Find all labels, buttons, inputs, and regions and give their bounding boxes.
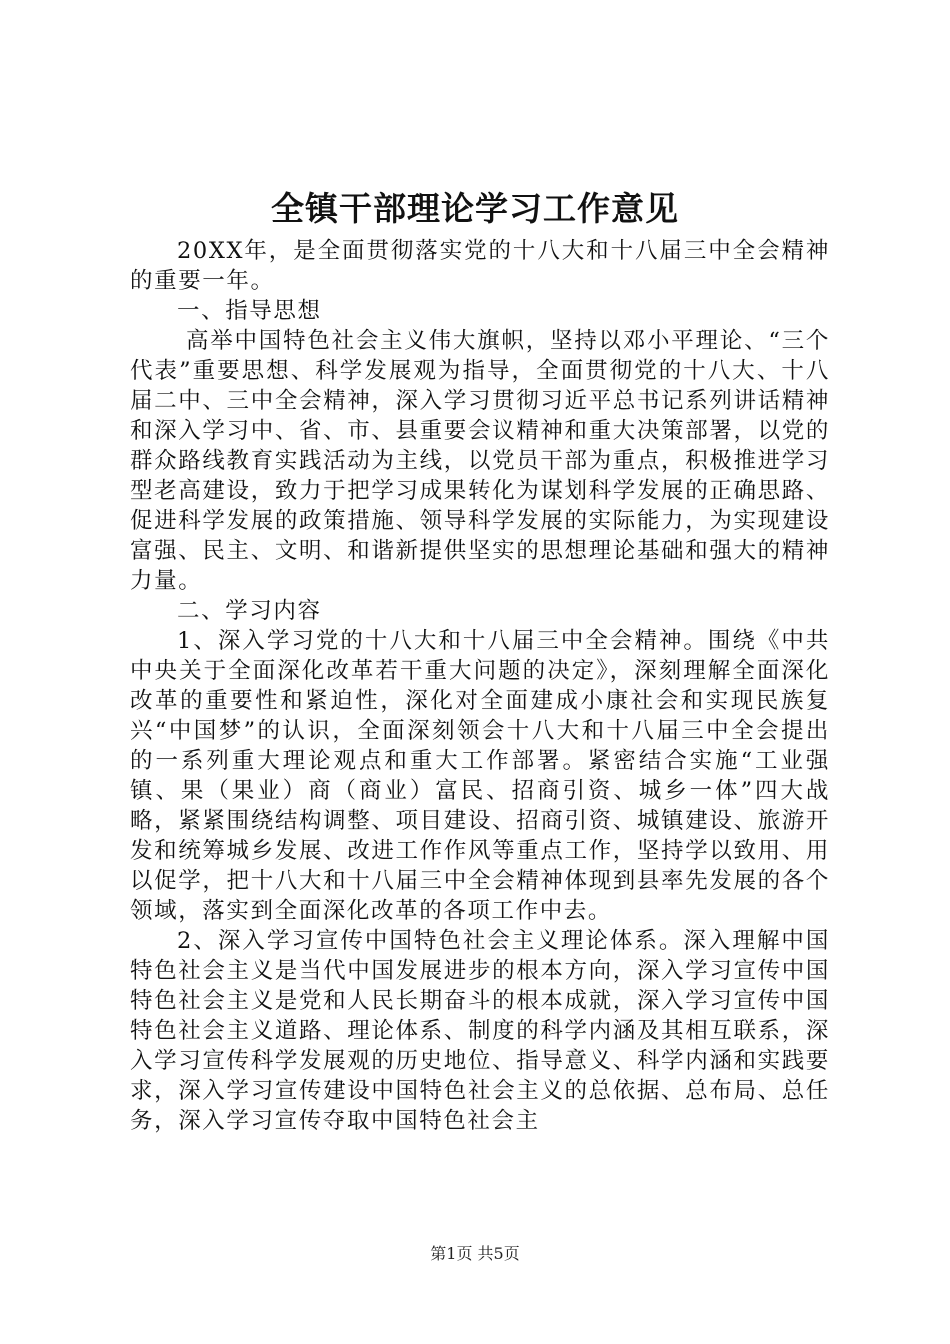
guiding-ideology-paragraph: 高举中国特色社会主义伟大旗帜，坚持以邓小平理论、“三个代表”重要思想、科学发展观为指导，全面贯彻党的十八大、十八届二中、三中全会精神，深入学习贯彻习近平总书记系列讲话精神和深入学习中、省、市、县重要会议精神和重大决策部署，以党的群众路线教育实践活动为主线，以党员干部为重点，积极推进学习型老高建设，致力于把学习成果转化为谋划科学发展的正确思路、促进科学发展的政策措施、领导科学发展的实际能力，为实现建设富强、民主、文明、和谐新提供坚实的思想理论基础和强大的精神力量。 bbox=[130, 328, 830, 594]
study-item-1-paragraph: 1、深入学习党的十八大和十八届三中全会精神。围绕《中共中央关于全面深化改革若干重大问题的决定》，深刻理解全面深化改革的重要性和紧迫性，深化对全面建成小康社会和实现民族复兴“中国梦”的认识，全面深刻领会十八大和十八届三中全会提出的一系列重大理论观点和重大工作部署。紧密结合实施“工业强镇、果（果业）商（商业）富民、招商引资、城乡一体”四大战略，紧紧围绕结构调整、项目建设、招商引资、城镇建设、旅游开发和统筹城乡发展、改进工作作风等重点工作，坚持学以致用、用以促学，把十八大和十八届三中全会精神体现到县率先发展的各个领域，落实到全面深化改革的各项工作中去。 bbox=[130, 628, 830, 924]
section-heading-study-content: 二、学习内容 bbox=[177, 598, 322, 624]
document-title: 全镇干部理论学习工作意见 bbox=[271, 189, 679, 228]
page-number-footer: 第1页 共5页 bbox=[430, 1244, 520, 1263]
study-item-2-paragraph: 2、深入学习宣传中国特色社会主义理论体系。深入理解中国特色社会主义是当代中国发展进步的根本方向，深入学习宣传中国特色社会主义是党和人民长期奋斗的根本成就，深入学习宣传中国特色社会主义道路、理论体系、制度的科学内涵及其相互联系，深入学习宣传科学发展观的历史地位、指导意义、科学内涵和实践要求，深入学习宣传建设中国特色社会主义的总依据、总布局、总任务，深入学习宣传夺取中国特色社会主 bbox=[130, 928, 830, 1134]
document-body bbox=[130, 236, 830, 1136]
intro-paragraph: 20XX年，是全面贯彻落实党的十八大和十八届三中全会精神的重要一年。 bbox=[130, 238, 830, 294]
section-heading-guiding-ideology: 一、指导思想 bbox=[177, 298, 322, 324]
